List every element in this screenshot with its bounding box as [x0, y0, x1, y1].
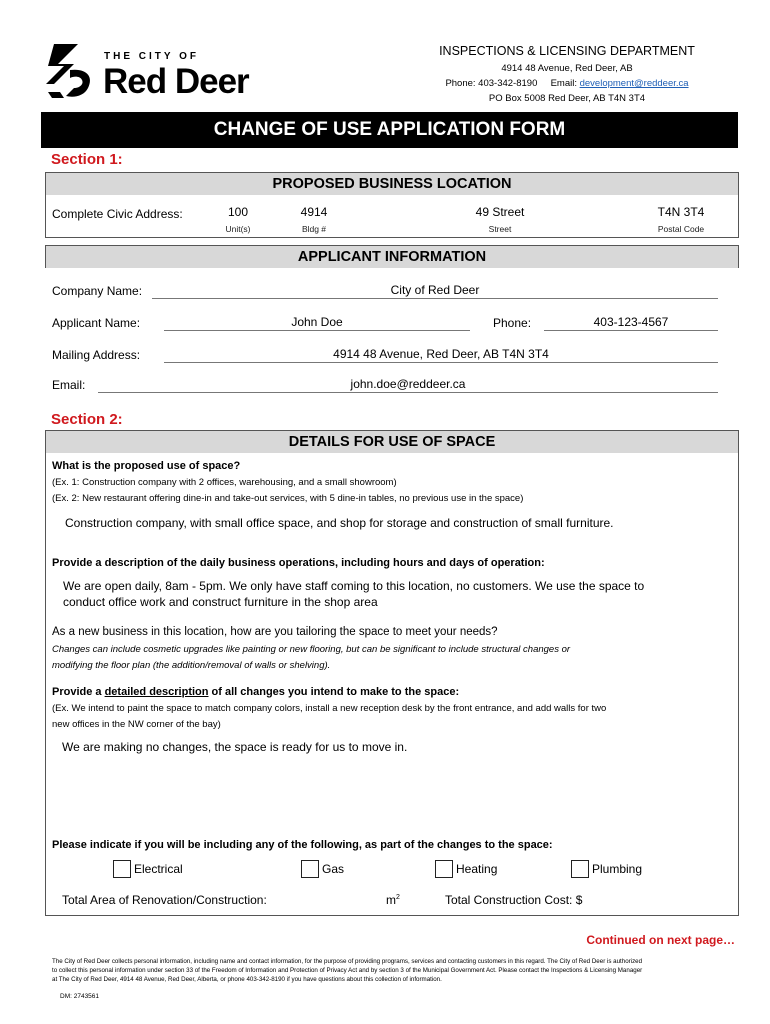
q-proposed-use: What is the proposed use of space?: [52, 460, 241, 472]
bldg-caption: Bldg #: [301, 224, 327, 234]
mailing-address-field[interactable]: 4914 48 Avenue, Red Deer, AB T4N 3T4: [164, 347, 718, 363]
total-area-label: Total Area of Renovation/Construction:: [62, 893, 267, 907]
electrical-checkbox[interactable]: [113, 860, 131, 878]
email-field[interactable]: john.doe@reddeer.ca: [98, 377, 718, 393]
form-title: CHANGE OF USE APPLICATION FORM: [41, 112, 738, 148]
email-label: Email:: [550, 78, 577, 89]
city-logo-icon: [44, 42, 96, 98]
gas-checkbox[interactable]: [301, 860, 319, 878]
detailed-changes-example-2: new offices in the NW corner of the bay): [52, 719, 221, 730]
heating-checkbox[interactable]: [435, 860, 453, 878]
area-unit-superscript: 2: [396, 894, 400, 901]
area-unit-base: m: [386, 893, 396, 907]
logo-red-deer: Red Deer: [103, 62, 249, 101]
q-detailed-changes-prefix: Provide a: [52, 686, 105, 698]
company-name-label: Company Name:: [52, 284, 143, 298]
plumbing-label: Plumbing: [592, 862, 643, 876]
section-2-label: Section 2:: [51, 411, 123, 428]
total-area-field[interactable]: [298, 892, 382, 906]
phone-field[interactable]: 403-123-4567: [544, 315, 718, 331]
plumbing-checkbox[interactable]: [571, 860, 589, 878]
q-detailed-changes-underlined: detailed description: [104, 686, 209, 698]
applicant-name-field[interactable]: John Doe: [164, 315, 470, 331]
q-detailed-changes: [52, 686, 459, 698]
postal-code-field[interactable]: T4N 3T4: [657, 205, 705, 219]
q-proposed-use-example-1: (Ex. 1: Construction company with 2 offices, warehousing, and a small showroom): [52, 477, 397, 488]
tailoring-note-line-1: Changes can include cosmetic upgrades like painting or new flooring, but can be significant to include structural changes or: [52, 644, 571, 655]
bldg-field[interactable]: 4914: [300, 205, 328, 219]
department-phone: Phone: 403-342-8190: [445, 78, 538, 89]
proposed-use-answer[interactable]: Construction company, with small office space, and shop for storage and construction of small furniture.: [65, 516, 614, 530]
mailing-address-label: Mailing Address:: [52, 348, 141, 362]
civic-address-label: Complete Civic Address:: [52, 207, 183, 221]
q-daily-operations: Provide a description of the daily business operations, including hours and days of operation:: [52, 557, 545, 569]
phone-label: Phone:: [493, 316, 532, 330]
privacy-notice-line-2: to collect this personal information under section 33 of the Freedom of Information and Protection of Privacy Act and by section 3 of the Municipal Government Act. Please contact the Inspections & Licensing Manager: [52, 967, 643, 974]
department-name: INSPECTIONS & LICENSING DEPARTMENT: [439, 44, 695, 58]
section-1-label: Section 1:: [51, 151, 123, 168]
unit-field[interactable]: 100: [227, 205, 249, 219]
applicant-info-header: APPLICANT INFORMATION: [46, 246, 738, 268]
heating-label: Heating: [456, 862, 498, 876]
area-unit: [386, 893, 400, 907]
q-proposed-use-example-2: (Ex. 2: New restaurant offering dine-in and take-out services, with 5 dine-in tables, no previous use in the space): [52, 493, 524, 504]
daily-operations-answer[interactable]: [63, 578, 644, 610]
daily-operations-answer-line-2: conduct office work and construct furniture in the shop area: [63, 595, 378, 609]
postal-code-caption: Postal Code: [657, 224, 705, 234]
company-name-field[interactable]: City of Red Deer: [152, 283, 718, 299]
privacy-notice: [52, 957, 742, 984]
department-address: 4914 48 Avenue, Red Deer, AB: [501, 63, 633, 74]
applicant-info-box: [45, 245, 739, 268]
details-header: DETAILS FOR USE OF SPACE: [46, 431, 738, 453]
unit-caption: Unit(s): [225, 224, 251, 234]
electrical-label: Electrical: [134, 862, 183, 876]
tailoring-note-line-2: modifying the floor plan (the addition/removal of walls or shelving).: [52, 660, 331, 671]
privacy-notice-line-1: The City of Red Deer collects personal information, including name and contact information, for the purpose of providing programs, services and contacting customers in this regard. The City of Red Deer is authorized: [52, 958, 643, 965]
q-detailed-changes-suffix: of all changes you intend to make to the space:: [208, 686, 460, 698]
total-cost-field[interactable]: [596, 892, 716, 906]
gas-label: Gas: [322, 862, 345, 876]
q-included-changes: Please indicate if you will be including any of the following, as part of the changes to the space:: [52, 839, 553, 851]
document-number: DM: 2743561: [60, 993, 100, 1000]
applicant-name-label: Applicant Name:: [52, 316, 141, 330]
continued-next-page: Continued on next page…: [586, 933, 735, 947]
daily-operations-answer-line-1: We are open daily, 8am - 5pm. We only have staff coming to this location, no customers. We use the space to: [63, 579, 645, 593]
department-po-box: PO Box 5008 Red Deer, AB T4N 3T4: [488, 93, 646, 104]
department-contact: [417, 78, 717, 89]
logo-city-of: THE CITY OF: [104, 51, 200, 62]
detailed-changes-answer[interactable]: We are making no changes, the space is ready for us to move in.: [62, 740, 408, 754]
street-field[interactable]: 49 Street: [475, 205, 525, 219]
proposed-location-box: [45, 172, 739, 238]
detailed-changes-example-1: (Ex. We intend to paint the space to match company colors, install a new reception desk by the front entrance, and add walls for two: [52, 703, 607, 714]
total-cost-label: Total Construction Cost: $: [445, 893, 583, 907]
privacy-notice-line-3: at The City of Red Deer, 4914 48 Avenue, Red Deer, Alberta, or phone 403-342-8190 if you have questions about this collection of information.: [52, 976, 442, 983]
proposed-location-header: PROPOSED BUSINESS LOCATION: [46, 173, 738, 195]
street-caption: Street: [488, 224, 512, 234]
department-email-link[interactable]: development@reddeer.ca: [579, 78, 689, 89]
email-label: Email:: [52, 378, 86, 392]
q-tailoring-space: As a new business in this location, how are you tailoring the space to meet your needs?: [52, 626, 498, 638]
